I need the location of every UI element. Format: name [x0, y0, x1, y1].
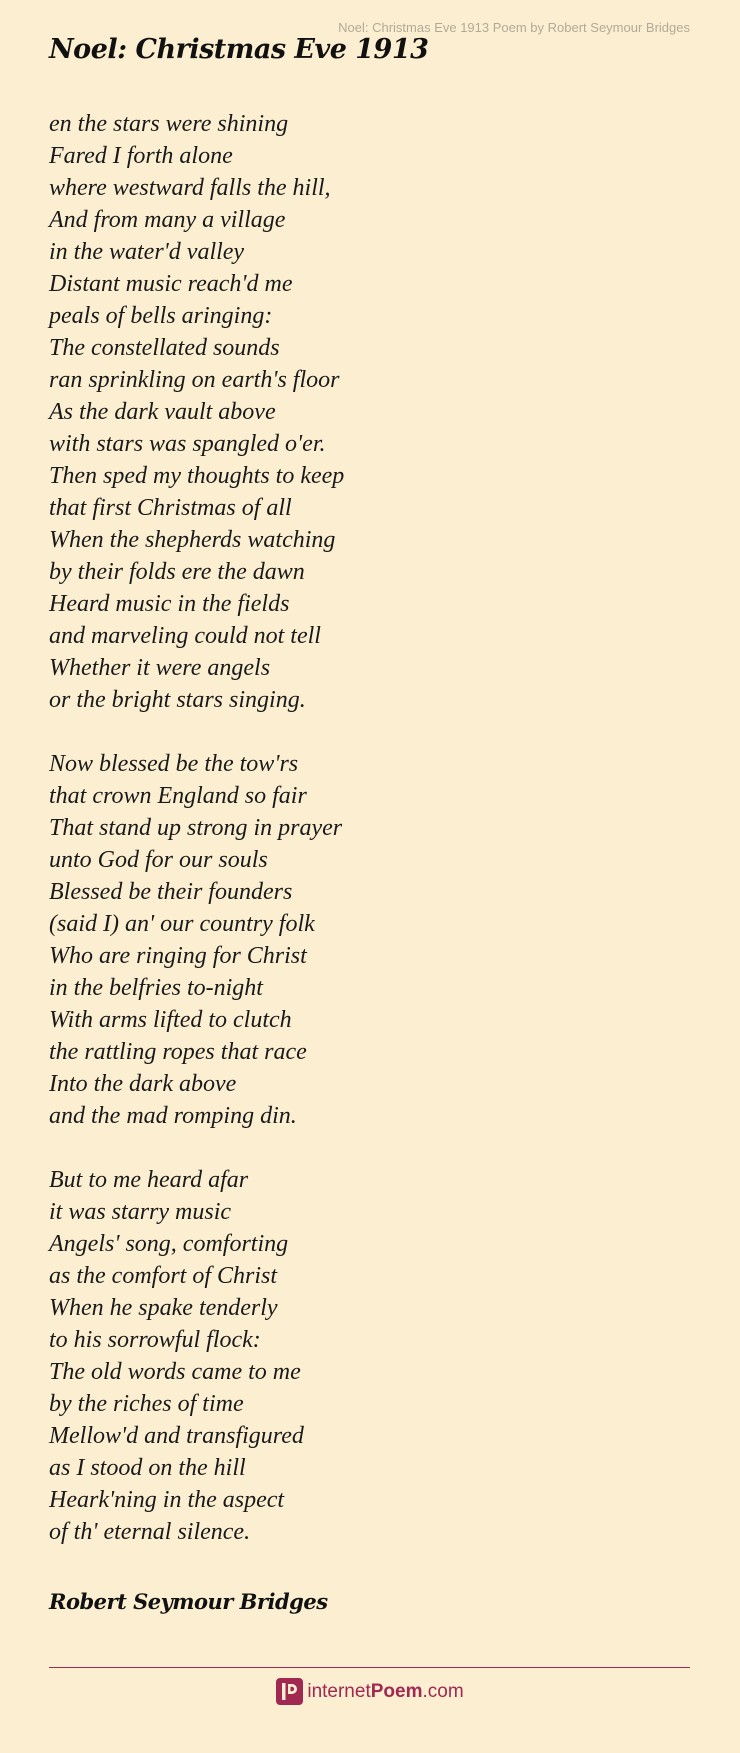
poem-line: The old words came to me	[49, 1359, 301, 1385]
poem-line: But to me heard afar	[49, 1167, 249, 1193]
stanza	[49, 748, 344, 1132]
poem-line: Now blessed be the tow'rs	[49, 751, 299, 777]
poem-line: en the stars were shining	[49, 111, 289, 137]
poem-line: ran sprinkling on earth's floor	[49, 367, 340, 393]
poem-line: When the shepherds watching	[49, 527, 336, 553]
poem-line: that first Christmas of all	[49, 495, 292, 521]
poem-line: with stars was spangled o'er.	[49, 431, 326, 457]
poem-line: it was starry music	[49, 1199, 232, 1225]
poem-line: As the dark vault above	[49, 399, 276, 425]
stanza	[49, 1164, 344, 1548]
poem-line: And from many a village	[49, 207, 286, 233]
poem-line: Heard music in the fields	[49, 591, 290, 617]
internetpoem-logo-icon	[276, 1678, 303, 1705]
poem-title: Noel: Christmas Eve 1913	[49, 34, 429, 65]
stanza	[49, 108, 344, 716]
poem-line: When he spake tenderly	[49, 1295, 278, 1321]
poem-line: in the water'd valley	[49, 239, 245, 265]
poem-line: Whether it were angels	[49, 655, 271, 681]
poem-line: by their folds ere the dawn	[49, 559, 305, 585]
poem-body	[49, 108, 344, 1580]
header-caption: Noel: Christmas Eve 1913 Poem by Robert Seymour Bridges	[338, 20, 690, 35]
poem-line: Fared I forth alone	[49, 143, 233, 169]
poem-author[interactable]: Robert Seymour Bridges	[49, 1589, 328, 1614]
poem-line: Distant music reach'd me	[49, 271, 293, 297]
brand-prefix: internet	[307, 1680, 371, 1702]
poem-line: That stand up strong in prayer	[49, 815, 343, 841]
poem-line: The constellated sounds	[49, 335, 280, 361]
poem-line: With arms lifted to clutch	[49, 1007, 292, 1033]
poem-line: in the belfries to-night	[49, 975, 263, 1001]
brand-suffix: .com	[422, 1680, 464, 1702]
poem-line: peals of bells aringing:	[49, 303, 273, 329]
poem-line: and marveling could not tell	[49, 623, 321, 649]
poem-line: (said I) an' our country folk	[49, 911, 315, 937]
brand-name	[307, 1681, 463, 1703]
poem-line: or the bright stars singing.	[49, 687, 306, 713]
footer-brand-link[interactable]	[0, 1678, 740, 1705]
poem-line: Then sped my thoughts to keep	[49, 463, 345, 489]
poem-line: Blessed be their founders	[49, 879, 293, 905]
poem-line: Who are ringing for Christ	[49, 943, 307, 969]
poem-line: where westward falls the hill,	[49, 175, 331, 201]
poem-line: to his sorrowful flock:	[49, 1327, 261, 1353]
poem-line: as I stood on the hill	[49, 1455, 246, 1481]
poem-line: by the riches of time	[49, 1391, 244, 1417]
poem-line: Heark'ning in the aspect	[49, 1487, 285, 1513]
poem-line: of th' eternal silence.	[49, 1519, 251, 1545]
poem-line: unto God for our souls	[49, 847, 268, 873]
poem-line: Angels' song, comforting	[49, 1231, 289, 1257]
brand-bold: Poem	[370, 1680, 423, 1702]
footer-divider	[49, 1667, 690, 1668]
poem-line: that crown England so fair	[49, 783, 307, 809]
poem-line: Mellow'd and transfigured	[49, 1423, 304, 1449]
poem-line: and the mad romping din.	[49, 1103, 297, 1129]
poem-line: the rattling ropes that race	[49, 1039, 307, 1065]
poem-line: Into the dark above	[49, 1071, 237, 1097]
poem-line: as the comfort of Christ	[49, 1263, 278, 1289]
